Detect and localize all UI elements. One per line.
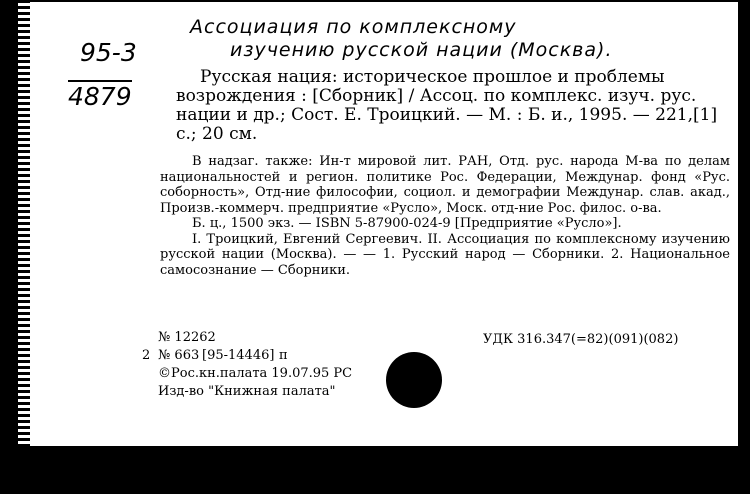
call-number-top: 95-3 [80, 38, 137, 67]
book-chamber-stamp: ©Рос.кн.палата 19.07.95 РС [158, 366, 353, 381]
copies-number: 2 [142, 348, 151, 363]
notes-paragraph-issuers: В надзаг. также: Ин-т мировой лит. РАН, Отд. рус. народа М-ва по делам национальностей и регион. политике Рос. Федерации, Междунар. фонд «Рус. соборность», Отд-ние философии, социол. и демографии Междунар. слав. акад., Произв.-коммерч. предприятие «Русло», Моск. отд-ние Рос. филос. о-ва. [160, 154, 730, 216]
record-number-2: № 663 [158, 348, 200, 363]
record-number: № 12262 [158, 330, 216, 345]
notes-paragraph-isbn: Б. ц., 1500 экз. — ISBN 5-87900-024-9 [Предприятие «Русло»]. [192, 216, 622, 231]
notes-block [160, 154, 730, 278]
handwritten-heading-line2: изучению русской нации (Москва). [230, 39, 613, 61]
notes-paragraph-headings: I. Троицкий, Евгений Сергеевич. II. Ассоциация по комплексному изучению русской нации (Москва). — — 1. Русский народ — Сборники. 2. Национальное самосознание — Сборники. [160, 231, 730, 278]
handwritten-heading-line1: Ассоциация по комплексному [190, 16, 517, 38]
punch-hole [386, 352, 442, 408]
scan-background-band [0, 446, 750, 494]
call-number-bottom: 4879 [68, 82, 132, 111]
title-block-text: Русская нация: историческое прошлое и проблемы возрождения : [Сборник] / Ассоц. по комплекс. изуч. рус. нации и др.; Сост. Е. Троицкий. — М. : Б. и., 1995. — 221,[1] с.; 20 см. [176, 67, 718, 144]
chamber-code: [95-14446] [202, 348, 275, 363]
udk-code: УДК 316.347(=82)(091)(082) [483, 332, 679, 347]
title-block [176, 68, 736, 144]
catalog-card [30, 2, 738, 446]
publisher-line: Изд-во "Книжная палата" [158, 384, 336, 399]
chamber-code-suffix: п [279, 348, 288, 363]
